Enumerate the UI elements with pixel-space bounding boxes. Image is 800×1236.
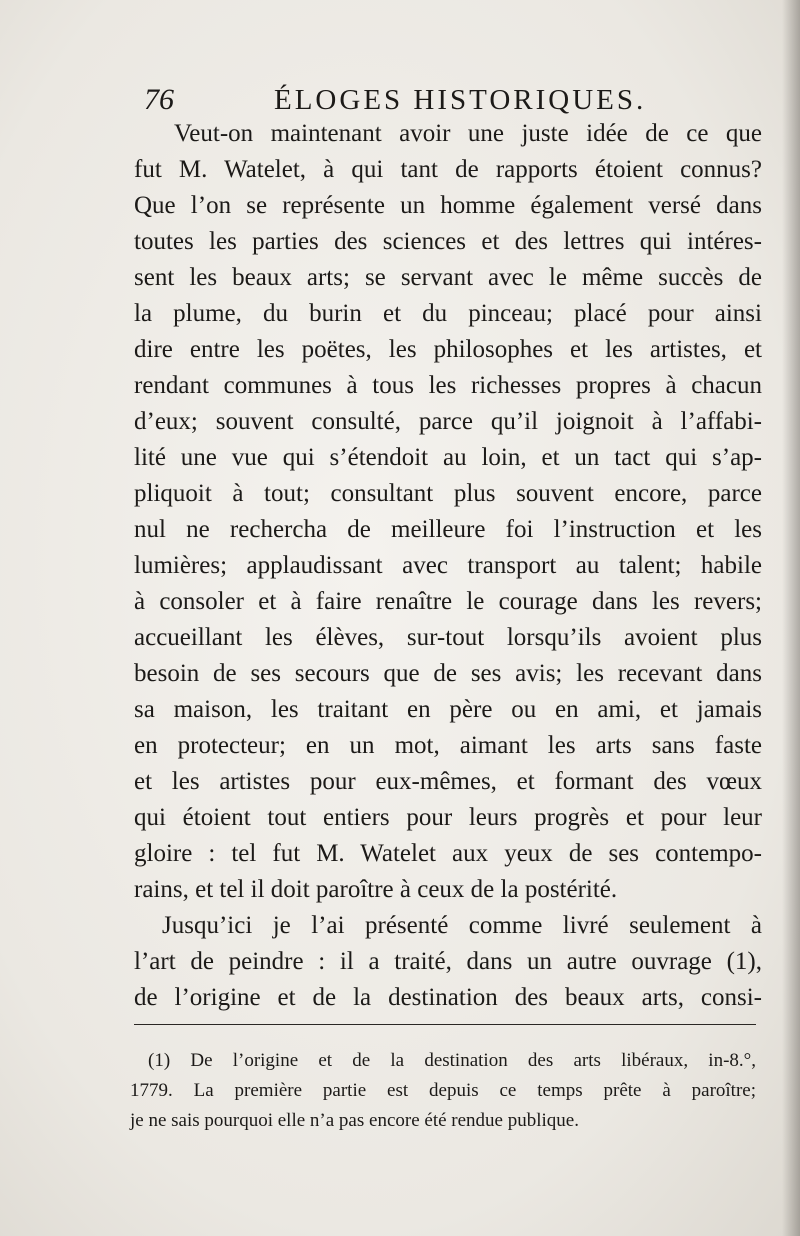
- text-line: rains, et tel il doit paroître à ceux de la postérité.: [134, 876, 618, 903]
- text-line: la plume, du burin et du pinceau; placé pour ainsi: [134, 300, 762, 327]
- text-line: besoin de ses secours que de ses avis; les recevant dans: [134, 660, 762, 687]
- text-line: rendant communes à tous les richesses propres à chacun: [134, 372, 762, 399]
- footnote-line: je ne sais pourquoi elle n’a pas encore été rendue publique.: [130, 1110, 579, 1131]
- text-line: Veut-on maintenant avoir une juste idée de ce que: [174, 120, 762, 147]
- text-line: fut M. Watelet, à qui tant de rapports étoient connus?: [134, 156, 762, 183]
- running-title: ÉLOGES HISTORIQUES.: [274, 84, 647, 116]
- footnote: [130, 1046, 756, 1136]
- text-line: qui étoient tout entiers pour leurs progrès et pour leur: [134, 804, 762, 831]
- page-number: 76: [144, 83, 174, 116]
- body-text: [134, 116, 762, 1016]
- footnote-line: (1) De l’origine et de la destination des arts libéraux, in-8.°,: [148, 1050, 756, 1071]
- text-line: d’eux; souvent consulté, parce qu’il joignoit à l’affabi-: [134, 408, 762, 435]
- footnote-rule: [134, 1024, 756, 1025]
- text-line: pliquoit à tout; consultant plus souvent encore, parce: [134, 480, 762, 507]
- page-header: [144, 80, 660, 120]
- text-line: l’art de peindre : il a traité, dans un autre ouvrage (1),: [134, 948, 762, 975]
- text-line: à consoler et à faire renaître le courage dans les revers;: [134, 588, 762, 615]
- text-line: de l’origine et de la destination des beaux arts, consi-: [134, 984, 762, 1011]
- page-edge-shadow: [782, 0, 800, 1236]
- text-line: lité une vue qui s’étendoit au loin, et un tact qui s’ap-: [134, 444, 762, 471]
- text-line: Jusqu’ici je l’ai présenté comme livré seulement à: [162, 912, 762, 939]
- text-line: accueillant les élèves, sur-tout lorsqu’ils avoient plus: [134, 624, 762, 651]
- text-line: lumières; applaudissant avec transport au talent; habile: [134, 552, 762, 579]
- text-line: gloire : tel fut M. Watelet aux yeux de ses contempo-: [134, 840, 762, 867]
- text-line: dire entre les poëtes, les philosophes et les artistes, et: [134, 336, 762, 363]
- text-line: et les artistes pour eux-mêmes, et formant des vœux: [134, 768, 762, 795]
- footnote-line: 1779. La première partie est depuis ce temps prête à paroître;: [130, 1080, 756, 1101]
- text-line: sent les beaux arts; se servant avec le même succès de: [134, 264, 762, 291]
- text-line: nul ne rechercha de meilleure foi l’instruction et les: [134, 516, 762, 543]
- text-line: en protecteur; en un mot, aimant les arts sans faste: [134, 732, 762, 759]
- text-line: Que l’on se représente un homme également versé dans: [134, 192, 762, 219]
- text-line: sa maison, les traitant en père ou en ami, et jamais: [134, 696, 762, 723]
- text-line: toutes les parties des sciences et des lettres qui intéres-: [134, 228, 762, 255]
